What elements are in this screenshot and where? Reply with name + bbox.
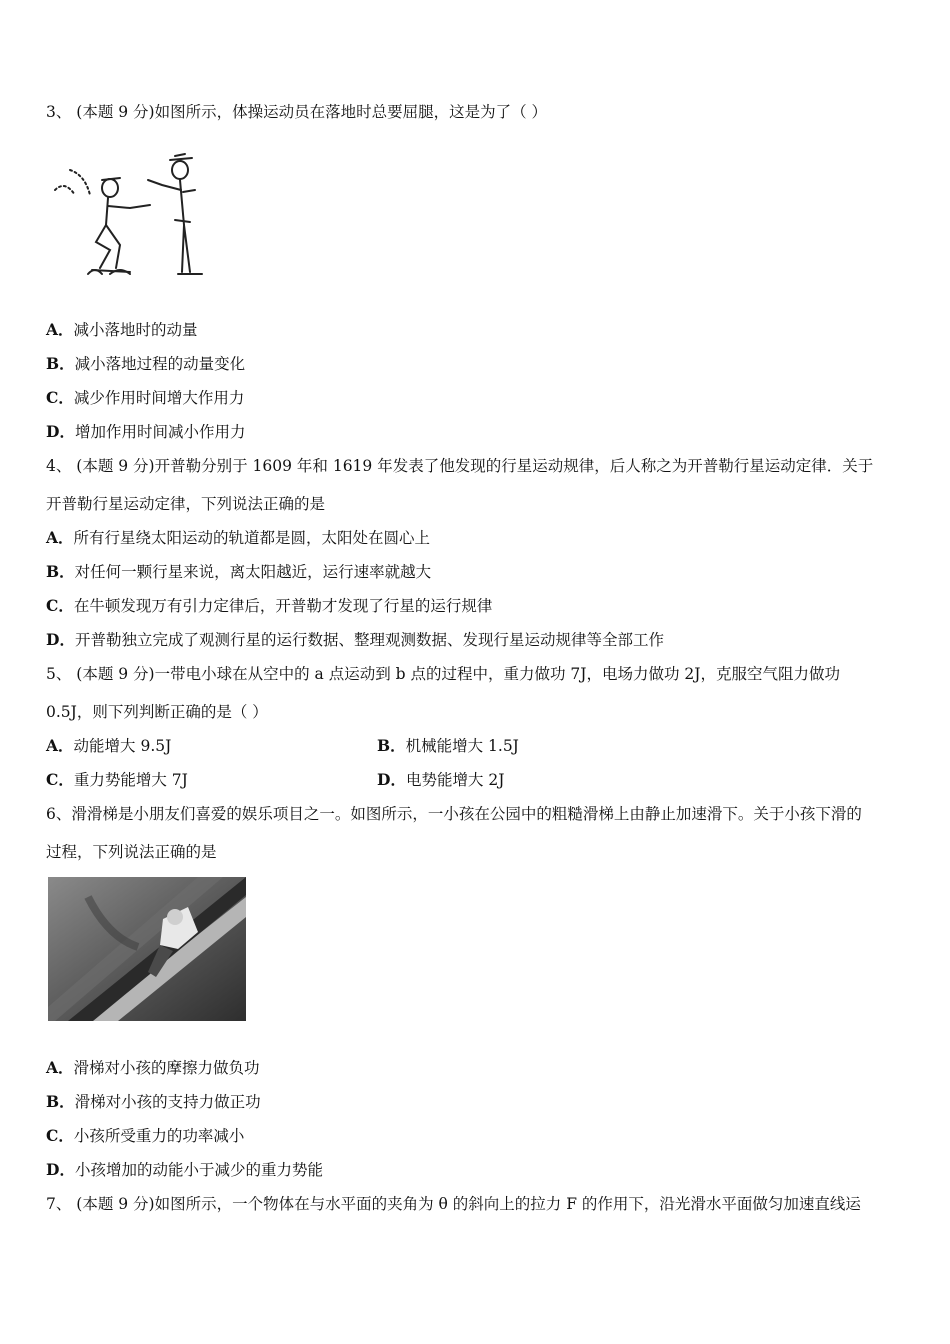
option-letter: B． bbox=[46, 354, 75, 373]
q6-option-b bbox=[46, 1092, 261, 1112]
option-letter: C． bbox=[46, 1126, 74, 1145]
option-text: 所有行星绕太阳运动的轨道都是圆，太阳处在圆心上 bbox=[73, 529, 431, 547]
option-letter: A． bbox=[46, 1058, 74, 1077]
option-letter: D． bbox=[377, 770, 406, 789]
q5-option-c bbox=[46, 770, 188, 790]
q5-option-b bbox=[377, 736, 519, 756]
option-letter: D． bbox=[46, 630, 75, 649]
q5-stem-line2: 0.5J，则下列判断正确的是（ ） bbox=[46, 703, 268, 721]
option-letter: B． bbox=[46, 562, 75, 581]
gymnast-landing-figure bbox=[50, 150, 215, 280]
option-text: 减小落地过程的动量变化 bbox=[74, 355, 246, 373]
q4-option-c bbox=[46, 596, 492, 616]
q3-option-b bbox=[46, 354, 245, 374]
option-letter: A． bbox=[46, 528, 74, 547]
option-text: 机械能增大 1.5J bbox=[405, 737, 519, 755]
option-letter: A． bbox=[46, 320, 74, 339]
option-text: 开普勒独立完成了观测行星的运行数据、整理观测数据、发现行星运动规律等全部工作 bbox=[74, 631, 664, 649]
q4-option-a bbox=[46, 528, 430, 548]
q5-option-d bbox=[377, 770, 504, 790]
q5-stem-line1: 5、 (本题 9 分)一带电小球在从空中的 a 点运动到 b 点的过程中，重力做功 7J，电场力做功 2J，克服空气阻力做功 bbox=[46, 665, 840, 683]
option-text: 滑梯对小孩的摩擦力做负功 bbox=[73, 1059, 260, 1077]
option-letter: C． bbox=[46, 770, 74, 789]
option-text: 滑梯对小孩的支持力做正功 bbox=[74, 1093, 261, 1111]
option-text: 动能增大 9.5J bbox=[73, 737, 172, 755]
option-letter: D． bbox=[46, 422, 75, 441]
option-text: 小孩所受重力的功率减小 bbox=[73, 1127, 245, 1145]
option-letter: D． bbox=[46, 1160, 75, 1179]
q7-stem-line1: 7、 (本题 9 分)如图所示，一个物体在与水平面的夹角为 θ 的斜向上的拉力 F 的作用下，沿光滑水平面做匀加速直线运 bbox=[46, 1195, 861, 1213]
q6-option-c bbox=[46, 1126, 244, 1146]
slide-photo bbox=[48, 877, 246, 1021]
q4-stem-line2: 开普勒行星运动定律，下列说法正确的是 bbox=[46, 495, 326, 513]
q6-stem-line2: 过程，下列说法正确的是 bbox=[46, 843, 217, 861]
option-letter: C． bbox=[46, 388, 74, 407]
option-letter: C． bbox=[46, 596, 74, 615]
option-text: 减少作用时间增大作用力 bbox=[73, 389, 245, 407]
option-letter: B． bbox=[377, 736, 406, 755]
q3-option-c bbox=[46, 388, 244, 408]
q6-option-d bbox=[46, 1160, 323, 1180]
q3-option-d bbox=[46, 422, 245, 442]
q6-option-a bbox=[46, 1058, 260, 1078]
option-text: 减小落地时的动量 bbox=[73, 321, 198, 339]
option-text: 在牛顿发现万有引力定律后，开普勒才发现了行星的运行规律 bbox=[73, 597, 493, 615]
option-text: 增加作用时间减小作用力 bbox=[74, 423, 246, 441]
option-text: 对任何一颗行星来说，离太阳越近，运行速率就越大 bbox=[74, 563, 432, 581]
option-text: 电势能增大 2J bbox=[405, 771, 505, 789]
q4-option-b bbox=[46, 562, 431, 582]
q5-option-a bbox=[46, 736, 171, 756]
q3-option-a bbox=[46, 320, 198, 340]
q3-stem: 3、 (本题 9 分)如图所示，体操运动员在落地时总要屈腿，这是为了（ ） bbox=[46, 103, 548, 121]
q4-stem-line1: 4、 (本题 9 分)开普勒分别于 1609 年和 1619 年发表了他发现的行星运动规律，后人称之为开普勒行星运动定律．关于 bbox=[46, 457, 874, 475]
option-letter: B． bbox=[46, 1092, 75, 1111]
option-text: 重力势能增大 7J bbox=[73, 771, 188, 789]
q6-stem-line1: 6、滑滑梯是小朋友们喜爱的娱乐项目之一。如图所示，一小孩在公园中的粗糙滑梯上由静止加速滑下。关于小孩下滑的 bbox=[46, 805, 862, 823]
option-text: 小孩增加的动能小于减少的重力势能 bbox=[74, 1161, 323, 1179]
q4-option-d bbox=[46, 630, 664, 650]
option-letter: A． bbox=[46, 736, 74, 755]
